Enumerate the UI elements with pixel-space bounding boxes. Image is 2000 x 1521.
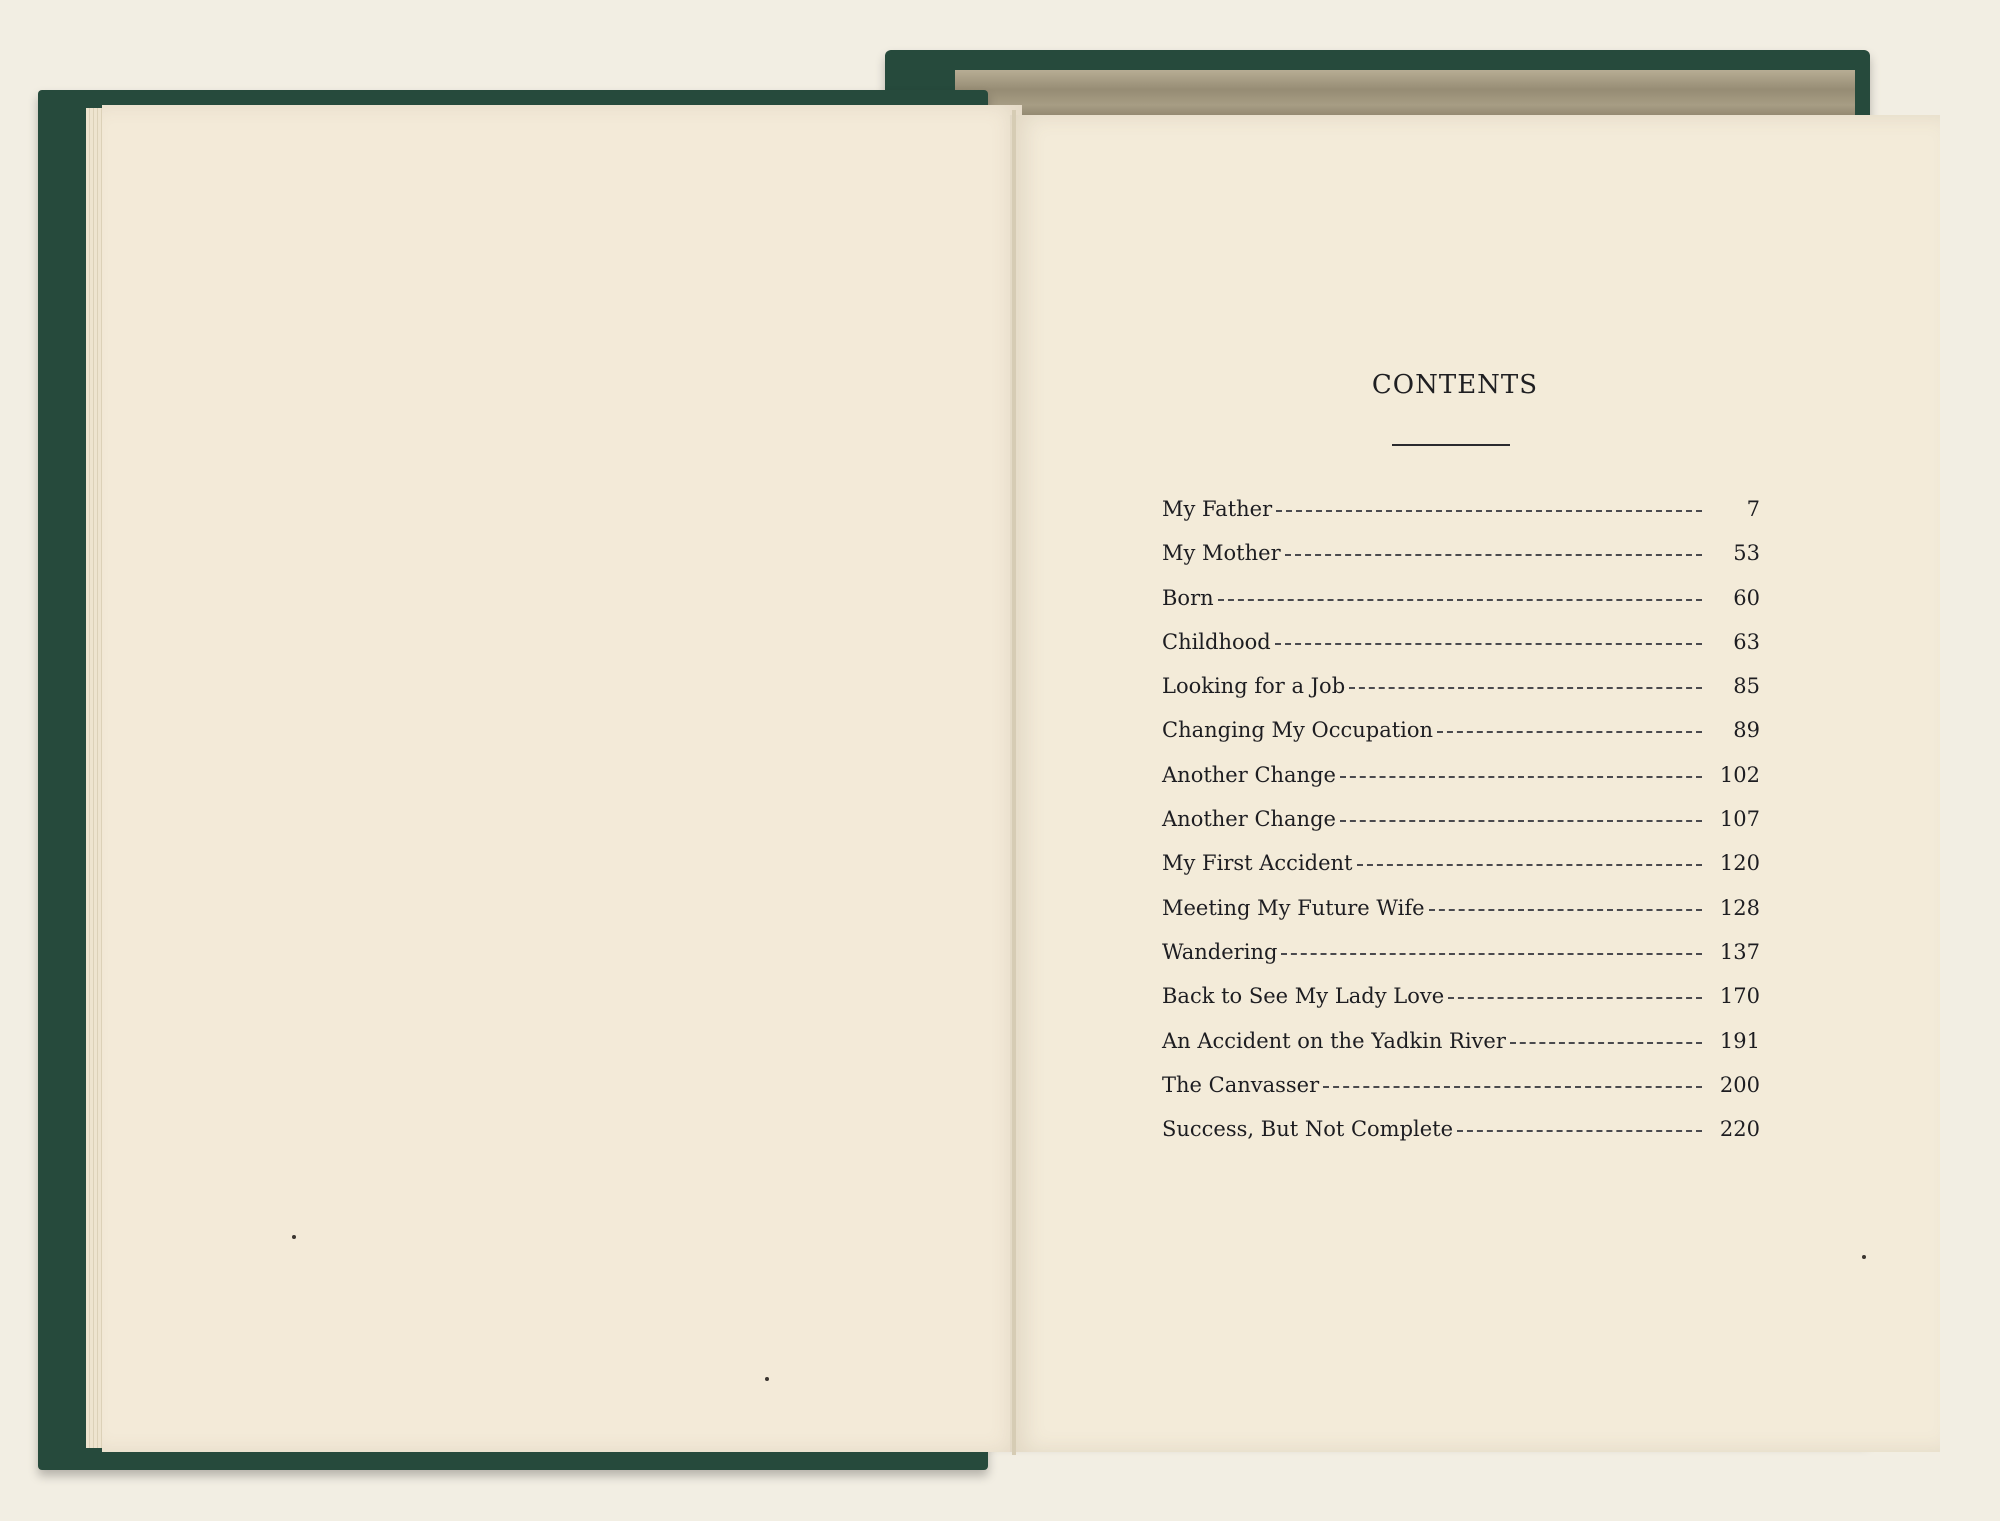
- entry-title: Another Change: [1162, 762, 1336, 787]
- entry-title: My First Accident: [1162, 851, 1353, 876]
- entry-title: My Mother: [1162, 541, 1281, 566]
- contents-entry: [1162, 541, 1760, 585]
- entry-title: Childhood: [1162, 629, 1271, 654]
- dot-leader: [1448, 997, 1702, 999]
- entry-title: Back to See My Lady Love: [1162, 984, 1445, 1009]
- heading-rule: [1392, 444, 1510, 446]
- contents-entry: [1162, 718, 1760, 762]
- entry-page-number: 200: [1719, 1072, 1760, 1097]
- dot-leader: [1437, 731, 1702, 733]
- entry-page-number: 89: [1733, 718, 1760, 743]
- contents-entry: [1162, 630, 1760, 674]
- entry-page-number: 191: [1719, 1028, 1760, 1053]
- contents-entry: [1162, 1117, 1760, 1161]
- entry-title: Success, But Not Complete: [1162, 1117, 1454, 1142]
- contents-entry: [1162, 674, 1760, 718]
- entry-page-number: 128: [1719, 895, 1760, 920]
- dot-leader: [1323, 1086, 1702, 1088]
- contents-entry: [1162, 940, 1760, 984]
- dot-leader: [1275, 643, 1702, 645]
- dot-leader: [1357, 864, 1703, 866]
- contents-entry: [1162, 807, 1760, 851]
- dot-leader: [1349, 687, 1702, 689]
- entry-title: An Accident on the Yadkin River: [1162, 1028, 1506, 1053]
- contents-entry: [1162, 851, 1760, 895]
- paper-speck: [292, 1235, 296, 1239]
- entry-page-number: 170: [1719, 984, 1760, 1009]
- dot-leader: [1340, 820, 1702, 822]
- dot-leader: [1510, 1042, 1702, 1044]
- contents-entry: [1162, 896, 1760, 940]
- entry-title: Changing My Occupation: [1162, 718, 1434, 743]
- paper-speck: [1862, 1255, 1866, 1259]
- contents-list: [1162, 497, 1760, 1161]
- entry-page-number: 107: [1719, 807, 1760, 832]
- contents-entry: [1162, 497, 1760, 541]
- entry-page-number: 137: [1719, 939, 1760, 964]
- left-blank-page: [102, 105, 1022, 1452]
- entry-page-number: 7: [1746, 497, 1760, 521]
- dot-leader: [1340, 776, 1702, 778]
- entry-title: The Canvasser: [1162, 1072, 1320, 1097]
- entry-page-number: 102: [1719, 762, 1760, 787]
- entry-title: Looking for a Job: [1162, 674, 1346, 699]
- entry-page-number: 60: [1733, 585, 1760, 610]
- contents-entry: [1162, 1029, 1760, 1073]
- entry-title: Born: [1162, 585, 1214, 610]
- entry-page-number: 120: [1719, 851, 1760, 876]
- dot-leader: [1281, 953, 1702, 955]
- entry-title: Wandering: [1162, 939, 1278, 964]
- dot-leader: [1276, 510, 1702, 512]
- contents-entry: [1162, 1073, 1760, 1117]
- dot-leader: [1218, 599, 1702, 601]
- contents-heading: CONTENTS: [1371, 370, 1539, 400]
- dot-leader: [1457, 1130, 1702, 1132]
- entry-page-number: 85: [1733, 674, 1760, 699]
- entry-page-number: 220: [1719, 1117, 1760, 1142]
- entry-title: Meeting My Future Wife: [1162, 895, 1425, 920]
- page-block-edges: [955, 70, 1855, 120]
- entry-title: My Father: [1162, 497, 1273, 521]
- entry-title: Another Change: [1162, 807, 1336, 832]
- contents-entry: [1162, 586, 1760, 630]
- paper-speck: [765, 1377, 769, 1381]
- entry-page-number: 63: [1733, 629, 1760, 654]
- book-gutter: [1012, 110, 1016, 1455]
- dot-leader: [1285, 554, 1702, 556]
- contents-entry: [1162, 984, 1760, 1028]
- entry-page-number: 53: [1733, 541, 1760, 566]
- contents-entry: [1162, 763, 1760, 807]
- dot-leader: [1429, 909, 1702, 911]
